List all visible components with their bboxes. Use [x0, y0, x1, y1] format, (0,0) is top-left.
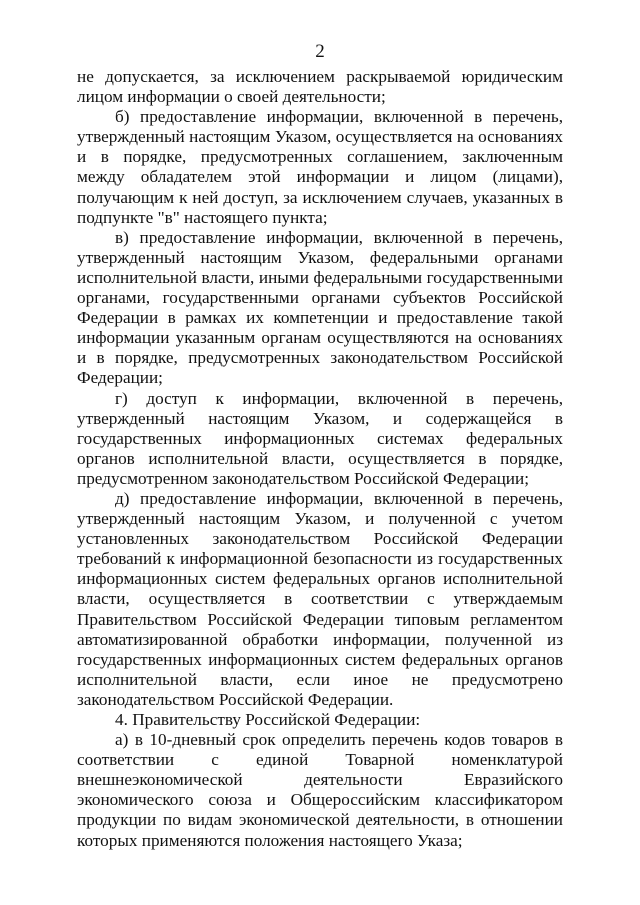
paragraph-continuation: не допускается, за исключением раскрываемой юридическим лицом информации о своей деятельности; [77, 67, 563, 107]
paragraph-item-a: а) в 10-дневный срок определить перечень кодов товаров в соответствии с единой Товарной номенклатурой внешнеэкономической деятельности Евразийского экономического союза и Общероссийским классификатором продукции по видам экономической деятельности, в отношении которых применяются положения настоящего Указа; [77, 730, 563, 850]
paragraph-section-4-heading: 4. Правительству Российской Федерации: [115, 710, 421, 729]
document-body [77, 67, 563, 851]
paragraph-item-b: б) предоставление информации, включенной в перечень, утвержденный настоящим Указом, осуществляется на основаниях и в порядке, предусмотренных соглашением, заключенным между обладателем этой информации и лицом (лицами), получающим к ней доступ, за исключением случаев, указанных в подпункте "в" настоящего пункта; [77, 107, 563, 227]
paragraph-item-g: г) доступ к информации, включенной в перечень, утвержденный настоящим Указом, и содержащейся в государственных информационных системах федеральных органов исполнительной власти, осуществляется в порядке, предусмотренном законодательством Российской Федерации; [77, 388, 563, 488]
paragraph-item-v: в) предоставление информации, включенной в перечень, утвержденный настоящим Указом, федеральными органами исполнительной власти, иными федеральными государственными органами, государственными органами субъектов Российской Федерации в рамках их компетенции и предоставление такой информации указанным органам осуществляются на основаниях и в порядке, предусмотренных законодательством Российской Федерации; [77, 227, 563, 388]
page-number: 2 [315, 41, 325, 62]
paragraph-item-d: д) предоставление информации, включенной в перечень, утвержденный настоящим Указом, и полученной с учетом установленных законодательством Российской Федерации требований к информационной безопасности из государственных информационных систем федеральных органов исполнительной власти, осуществляется в соответствии с утверждаемым Правительством Российской Федерации типовым регламентом автоматизированной обработки информации, полученной из государственных информационных систем федеральных органов исполнительной власти, если иное не предусмотрено законодательством Российской Федерации. [77, 488, 563, 709]
